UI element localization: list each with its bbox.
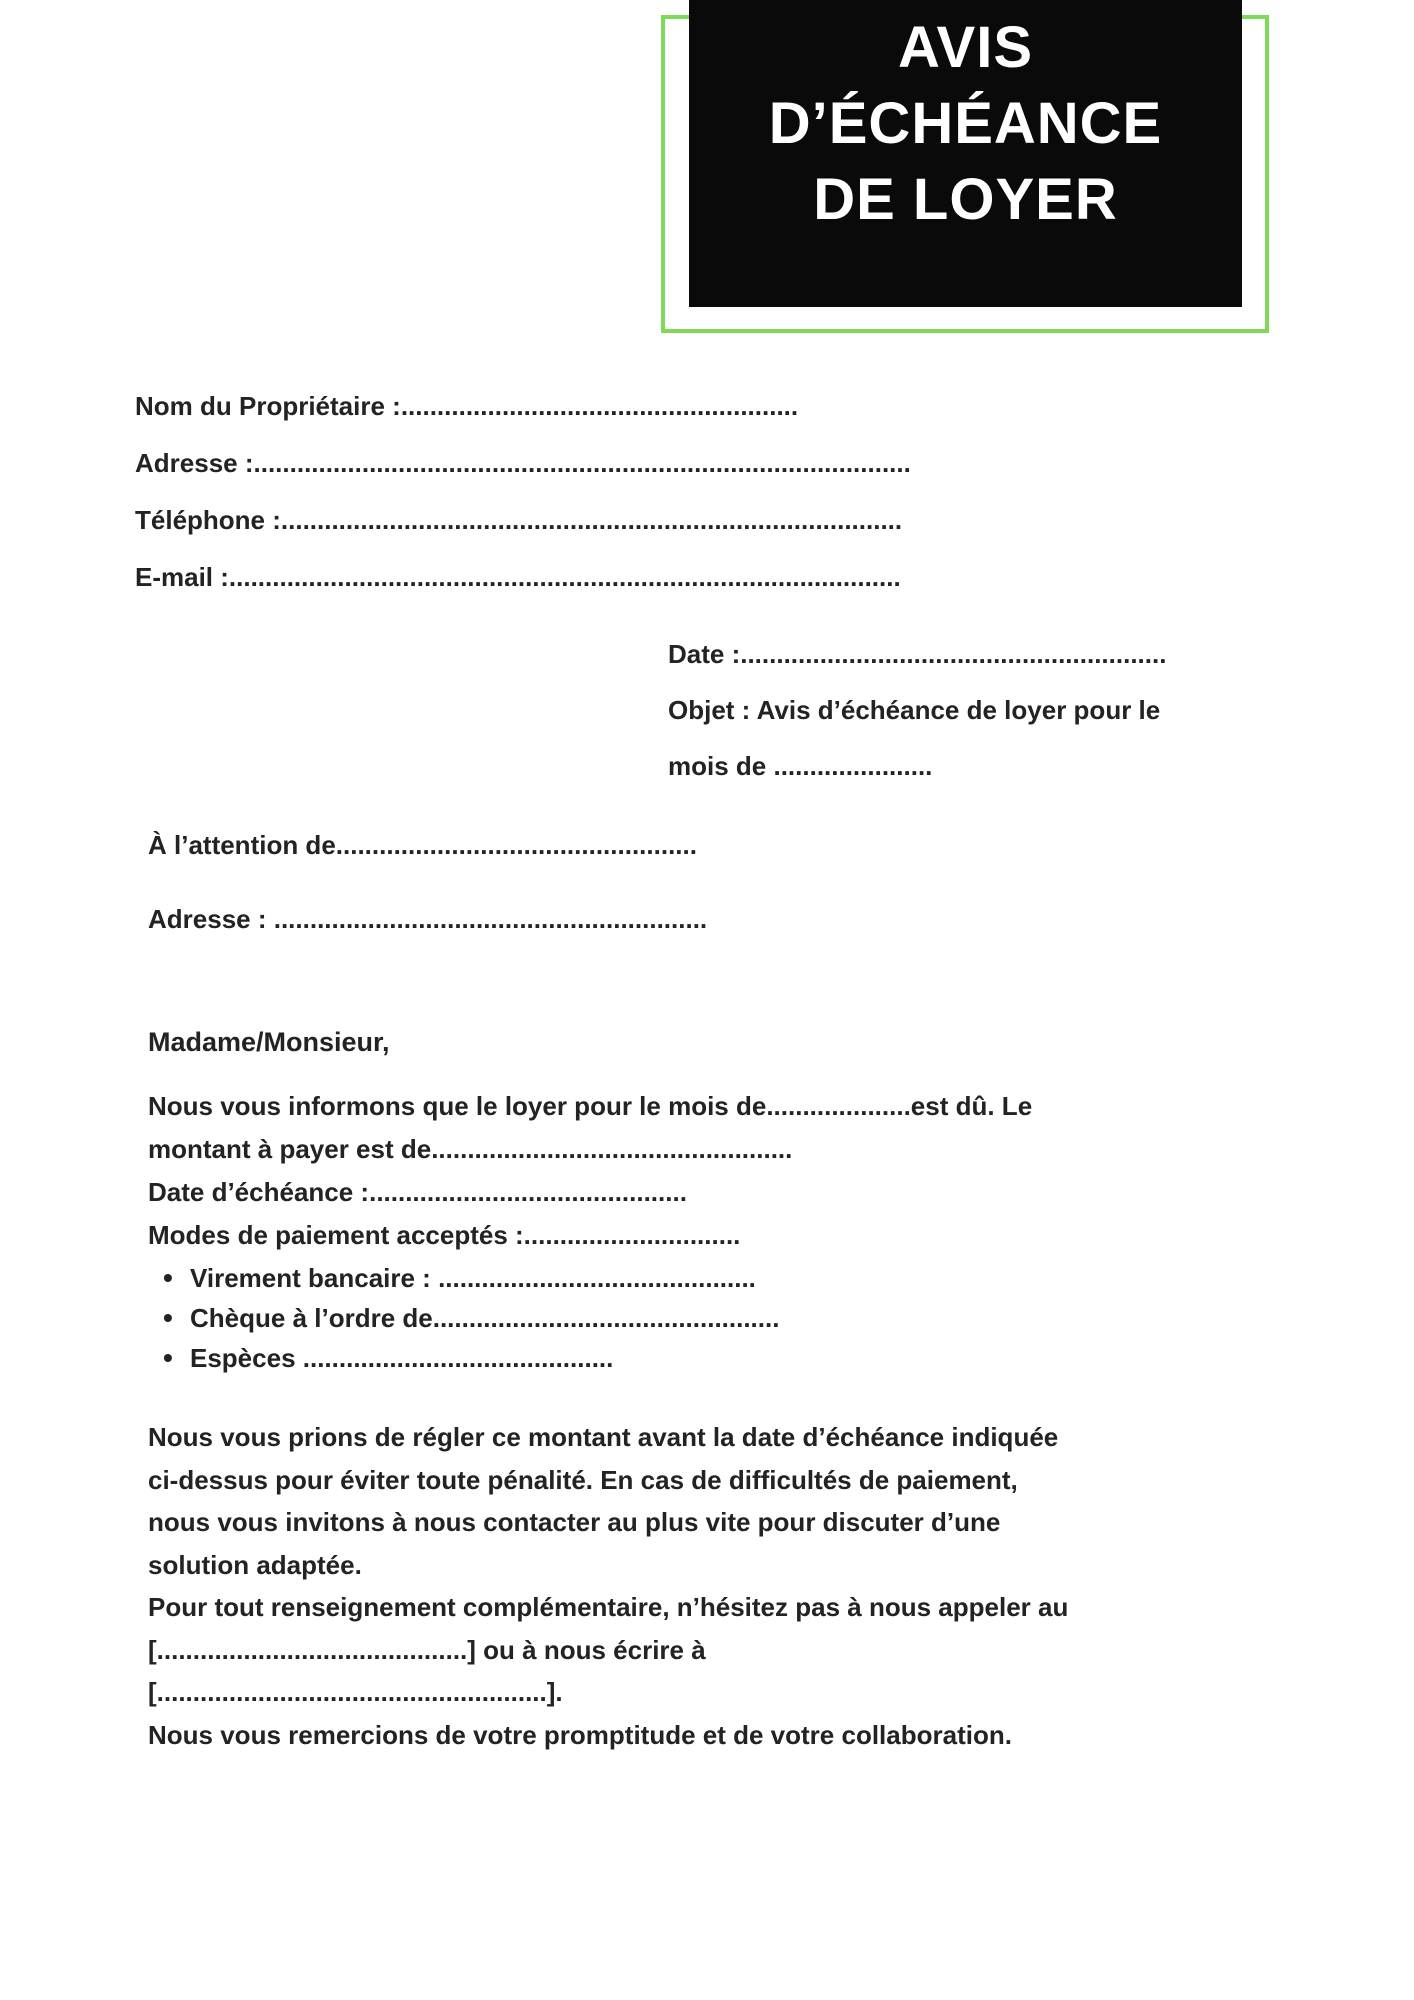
body-paragraph-1 [148,1085,1032,1257]
salutation [148,1022,390,1062]
phone-placeholder-line: [...........................................] ou à nous écrire à [148,1634,706,1665]
list-item [163,1298,779,1338]
body-line: Pour tout renseignement complémentaire, n’hésitez pas à nous appeler au [148,1592,1069,1622]
body-line: ci-dessus pour éviter toute pénalité. En cas de difficultés de paiement, [148,1464,1018,1495]
document-title-line-1: AVIS [897,15,1034,80]
body-line: Nous vous informons que le loyer pour le mois de....................est dû. Le [148,1091,1033,1121]
bank-transfer-field: Virement bancaire : ............................................ [190,1263,756,1293]
recipient-address-field: Adresse : ............................................................ [148,904,708,934]
list-item [163,1258,779,1298]
body-line: montant à payer est de.................................................. [148,1134,793,1164]
body-line: nous vous invitons à nous contacter au plus vite pour discuter d’une [148,1507,1001,1537]
owner-name-field: Nom du Propriétaire :....................................................... [135,391,799,421]
payment-methods-list [163,1258,779,1378]
object-line-1: Objet : Avis d’échéance de loyer pour le [668,695,1161,725]
owner-email-field: E-mail :............................................................................................. [135,562,901,592]
email-placeholder-line: [......................................................]. [148,1677,563,1707]
list-item [163,1338,779,1378]
body-line: Nous vous prions de régler ce montant avant la date d’échéance indiquée [148,1422,1059,1452]
sender-fields [135,378,911,606]
owner-phone-field: Téléphone :...................................................................................... [135,505,903,535]
bullet-icon: • [163,1342,173,1373]
date-object-block [668,626,1166,794]
body-line: solution adaptée. [148,1549,362,1580]
object-line-2: mois de ...................... [668,751,933,781]
owner-address-field: Adresse :........................................................................................... [135,448,911,478]
cash-field: Espèces ........................................... [190,1343,614,1373]
recipient-fields [148,808,707,956]
attention-field: À l’attention de.................................................. [148,830,697,860]
bullet-icon: • [163,1262,173,1293]
cheque-field: Chèque à l’ordre de................................................ [190,1303,780,1333]
due-date-field: Date d’échéance :............................................ [148,1177,687,1207]
payment-modes-field: Modes de paiement acceptés :.............................. [148,1220,741,1250]
bullet-icon: • [163,1302,173,1333]
document-title-line-2: D’ÉCHÉANCE [768,91,1163,156]
title-black-box [689,0,1242,307]
body-paragraph-2 [148,1416,1068,1756]
closing-line: Nous vous remercions de votre promptitude et de votre collaboration. [148,1719,1012,1750]
salutation-text: Madame/Monsieur, [148,1027,390,1057]
date-field: Date :........................................................... [668,639,1167,669]
document-title-line-3: DE LOYER [813,167,1118,232]
